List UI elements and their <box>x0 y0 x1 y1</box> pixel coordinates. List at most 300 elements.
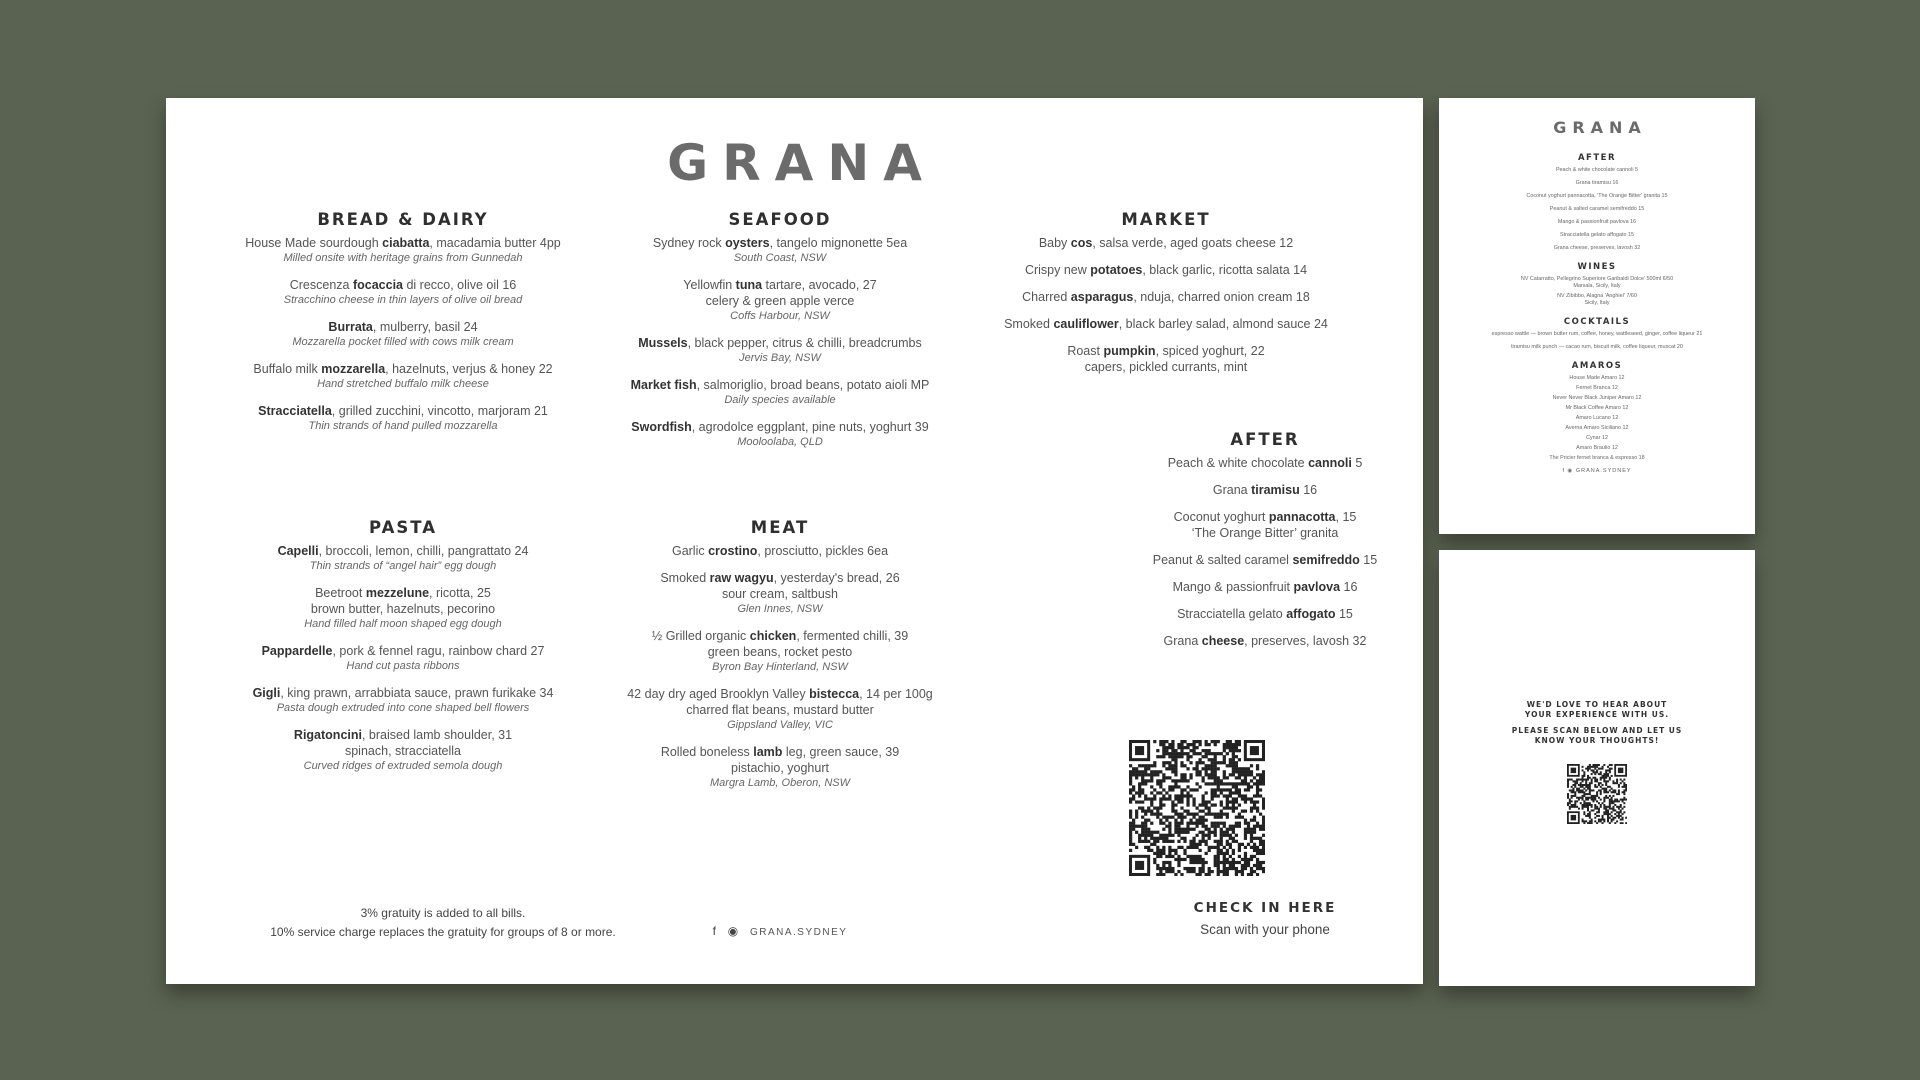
qr-module <box>1605 771 1607 773</box>
menu-item <box>580 277 980 324</box>
menu-item-note: Thin strands of hand pulled mozzarella <box>308 420 498 432</box>
qr-module <box>1214 861 1217 864</box>
qr-module <box>1217 855 1220 858</box>
menu-item-detail-line-2: ‘The Orange Bitter’ granita <box>1191 526 1339 540</box>
qr-module <box>1609 806 1611 808</box>
qr-module <box>1259 776 1262 779</box>
qr-module <box>1603 788 1605 790</box>
qr-module <box>1135 776 1138 779</box>
menu-item <box>580 419 980 450</box>
qr-module <box>1217 794 1220 797</box>
qr-module <box>1591 779 1593 781</box>
qr-module <box>1177 755 1180 758</box>
qr-module <box>1129 791 1132 794</box>
qr-module <box>1147 797 1150 800</box>
qr-module <box>1220 800 1223 803</box>
qr-module <box>1605 806 1607 808</box>
qr-module <box>1578 791 1580 793</box>
qr-module <box>1144 840 1147 843</box>
qr-module <box>1220 828 1223 831</box>
qr-module <box>1250 831 1253 834</box>
qr-module <box>1189 813 1192 816</box>
qr-module <box>1205 800 1208 803</box>
menu-item-prefix: Peanut & salted caramel <box>1152 553 1293 567</box>
qr-module <box>1582 804 1584 806</box>
qr-module <box>1622 819 1624 821</box>
qr-module <box>1180 776 1183 779</box>
qr-module <box>1250 764 1253 767</box>
qr-module <box>1241 782 1244 785</box>
qr-module <box>1171 740 1174 743</box>
qr-module <box>1232 791 1235 794</box>
social-handle: GRANA.SYDNEY <box>749 927 848 938</box>
qr-module <box>1262 834 1265 837</box>
menu-item-name: cannoli <box>1308 456 1352 470</box>
qr-module <box>1192 837 1195 840</box>
qr-module <box>1220 813 1223 816</box>
qr-module <box>1583 784 1585 786</box>
qr-module <box>1223 822 1226 825</box>
qr-module <box>1623 793 1625 795</box>
social-links <box>580 924 980 938</box>
back-list-item: Grana cheese, preserves, lavosh 32 <box>1553 245 1641 251</box>
back-instagram-icon[interactable]: ◉ <box>1567 468 1574 474</box>
qr-module <box>1625 822 1627 824</box>
qr-module <box>1174 858 1177 861</box>
qr-module <box>1607 813 1609 815</box>
qr-module <box>1594 766 1596 768</box>
qr-module <box>1600 806 1602 808</box>
qr-module <box>1150 764 1153 767</box>
qr-module <box>1594 795 1596 797</box>
qr-module <box>1611 800 1613 802</box>
menu-item-note: Glen Innes, NSW <box>737 603 823 615</box>
qr-module <box>1232 785 1235 788</box>
menu-item-note: Stracchino cheese in thin layers of olive oil bread <box>283 294 523 306</box>
qr-module <box>1199 873 1202 876</box>
feedback-line-2: YOUR EXPERIENCE WITH US. <box>1524 710 1670 719</box>
qr-module <box>1262 779 1265 782</box>
qr-module <box>1587 769 1589 771</box>
qr-module <box>1205 828 1208 831</box>
qr-module <box>1135 791 1138 794</box>
qr-module <box>1592 797 1594 799</box>
qr-module <box>1217 846 1220 849</box>
qr-module <box>1141 831 1144 834</box>
qr-module <box>1189 743 1192 746</box>
qr-module <box>1623 811 1625 813</box>
qr-module <box>1592 769 1594 771</box>
menu-item-name: pannacotta <box>1268 510 1336 524</box>
qr-module <box>1186 800 1189 803</box>
qr-module <box>1144 819 1147 822</box>
qr-module <box>1141 773 1144 776</box>
qr-module <box>1156 810 1159 813</box>
qr-module <box>1574 784 1576 786</box>
qr-module <box>1180 858 1183 861</box>
back-list-item: tiramisu milk punch — cacao rum, biscuit milk, coffee liqueur, muscat 20 <box>1511 344 1683 350</box>
menu-item-text <box>220 235 586 251</box>
back-list-item: Never Never Black Juniper Amaro 12 <box>1552 395 1642 401</box>
qr-module <box>1262 782 1265 785</box>
menu-item-detail: , agrodolce eggplant, pine nuts, yoghurt 39 <box>691 420 929 434</box>
qr-module <box>1192 846 1195 849</box>
qr-module <box>1253 849 1256 852</box>
qr-module <box>1238 770 1241 773</box>
qr-module <box>1614 813 1616 815</box>
qr-module <box>1199 870 1202 873</box>
back-social-links <box>1449 468 1745 474</box>
qr-module <box>1150 831 1153 834</box>
qr-module <box>1138 794 1141 797</box>
qr-module <box>1603 780 1605 782</box>
qr-module <box>1607 775 1609 777</box>
qr-module <box>1214 782 1217 785</box>
qr-module <box>1232 773 1235 776</box>
qr-module <box>1129 770 1132 773</box>
menu-item-note: Hand cut pasta ribbons <box>346 660 460 672</box>
qr-module <box>1583 806 1585 808</box>
menu-item-note: Jervis Bay, NSW <box>739 352 821 364</box>
qr-module <box>1205 861 1208 864</box>
qr-module <box>1244 837 1247 840</box>
qr-module <box>1138 788 1141 791</box>
qr-module <box>1262 770 1265 773</box>
qr-module <box>1226 816 1229 819</box>
menu-item <box>1090 606 1440 622</box>
qr-module <box>1262 806 1265 809</box>
qr-module <box>1567 793 1569 795</box>
qr-module <box>1256 849 1259 852</box>
qr-module <box>1229 791 1232 794</box>
checkin-qr-code[interactable] <box>1129 740 1265 876</box>
back-list-item: Coconut yoghurt pannacotta, 'The Orange Bitter' granita 15 <box>1526 193 1668 199</box>
qr-module <box>1253 782 1256 785</box>
qr-module <box>1156 782 1159 785</box>
qr-module <box>1229 828 1232 831</box>
qr-module <box>1614 789 1616 791</box>
qr-module <box>1144 813 1147 816</box>
menu-item-name: oysters <box>725 236 770 250</box>
qr-module <box>1220 843 1223 846</box>
qr-module <box>1250 837 1253 840</box>
qr-module <box>1174 782 1177 785</box>
qr-module <box>1603 813 1605 815</box>
back-list-item: Grana tiramisu 16 <box>1575 180 1619 186</box>
menu-item <box>580 235 980 266</box>
qr-module <box>1609 764 1611 766</box>
qr-module <box>1192 752 1195 755</box>
qr-module <box>1217 761 1220 764</box>
facebook-icon[interactable]: f <box>712 924 718 938</box>
qr-module <box>1205 767 1208 770</box>
qr-module <box>1192 743 1195 746</box>
qr-module <box>1569 806 1571 808</box>
qr-module <box>1235 740 1238 743</box>
qr-module <box>1602 802 1604 804</box>
qr-module <box>1235 749 1238 752</box>
qr-module <box>1189 749 1192 752</box>
qr-module <box>1141 810 1144 813</box>
qr-module <box>1159 813 1162 816</box>
qr-module <box>1138 782 1141 785</box>
qr-finder <box>1135 861 1144 870</box>
qr-module <box>1138 837 1141 840</box>
qr-module <box>1217 849 1220 852</box>
qr-module <box>1153 806 1156 809</box>
qr-module <box>1186 794 1189 797</box>
qr-module <box>1135 825 1138 828</box>
qr-module <box>1135 800 1138 803</box>
menu-item-name: tiramisu <box>1251 483 1300 497</box>
qr-module <box>1165 816 1168 819</box>
qr-module <box>1592 766 1594 768</box>
qr-module <box>1168 767 1171 770</box>
qr-module <box>1582 775 1584 777</box>
qr-module <box>1244 773 1247 776</box>
qr-module <box>1192 870 1195 873</box>
qr-module <box>1177 825 1180 828</box>
qr-finder <box>1571 815 1576 820</box>
qr-module <box>1241 843 1244 846</box>
qr-module <box>1202 810 1205 813</box>
qr-module <box>1594 786 1596 788</box>
qr-module <box>1600 789 1602 791</box>
qr-module <box>1208 831 1211 834</box>
qr-module <box>1241 867 1244 870</box>
qr-module <box>1183 740 1186 743</box>
qr-module <box>1572 804 1574 806</box>
qr-module <box>1605 777 1607 779</box>
qr-module <box>1605 773 1607 775</box>
qr-module <box>1574 793 1576 795</box>
qr-module <box>1129 843 1132 846</box>
qr-module <box>1177 746 1180 749</box>
qr-module <box>1616 782 1618 784</box>
qr-module <box>1594 768 1596 770</box>
qr-module <box>1611 791 1613 793</box>
menu-item-prefix: Coconut yoghurt <box>1173 510 1269 524</box>
qr-module <box>1583 793 1585 795</box>
qr-module <box>1199 752 1202 755</box>
qr-module <box>1174 825 1177 828</box>
qr-module <box>1141 779 1144 782</box>
qr-module <box>1177 797 1180 800</box>
qr-module <box>1159 870 1162 873</box>
qr-module <box>1256 764 1259 767</box>
qr-module <box>1168 776 1171 779</box>
qr-module <box>1607 817 1609 819</box>
qr-module <box>1253 855 1256 858</box>
qr-module <box>1208 867 1211 870</box>
qr-module <box>1217 840 1220 843</box>
qr-module <box>1611 808 1613 810</box>
menu-item-note: Hand stretched buffalo milk cheese <box>317 378 489 390</box>
qr-module <box>1159 755 1162 758</box>
qr-module <box>1199 770 1202 773</box>
qr-module <box>1603 789 1605 791</box>
qr-module <box>1171 834 1174 837</box>
menu-item-detail: 16 <box>1340 580 1358 594</box>
qr-module <box>1144 773 1147 776</box>
qr-module <box>1605 811 1607 813</box>
menu-item-prefix: Charred <box>1022 290 1071 304</box>
qr-module <box>1244 776 1247 779</box>
qr-module <box>1168 849 1171 852</box>
menu-item-detail: , ricotta, 25 <box>429 586 491 600</box>
qr-module <box>1223 794 1226 797</box>
qr-module <box>1582 779 1584 781</box>
qr-module <box>1168 816 1171 819</box>
qr-module <box>1211 794 1214 797</box>
qr-module <box>1202 819 1205 822</box>
qr-module <box>1220 852 1223 855</box>
qr-module <box>1144 825 1147 828</box>
qr-module <box>1587 806 1589 808</box>
menu-item-name: ciabatta <box>382 236 430 250</box>
qr-module <box>1129 764 1132 767</box>
back-list-item-sub: Marsala, Sicily, Italy <box>1573 283 1621 289</box>
qr-module <box>1226 797 1229 800</box>
qr-module <box>1232 755 1235 758</box>
menu-item-note: Pasta dough extruded into cone shaped bell flowers <box>276 702 530 714</box>
feedback-qr-code[interactable] <box>1567 764 1627 824</box>
back-wines-title: WINES <box>1577 262 1617 272</box>
qr-module <box>1156 779 1159 782</box>
section-title: MARKET <box>1121 210 1211 229</box>
gratuity-line-2: 10% service charge replaces the gratuity for groups of 8 or more. <box>270 925 616 939</box>
qr-module <box>1205 813 1208 816</box>
back-facebook-icon[interactable]: f <box>1562 468 1565 474</box>
qr-module <box>1598 782 1600 784</box>
qr-module <box>1605 789 1607 791</box>
qr-module <box>1150 779 1153 782</box>
qr-module <box>1583 800 1585 802</box>
drinks-menu-card <box>1439 98 1755 534</box>
qr-module <box>1238 749 1241 752</box>
qr-module <box>1247 782 1250 785</box>
qr-module <box>1183 852 1186 855</box>
qr-module <box>1159 782 1162 785</box>
qr-module <box>1223 746 1226 749</box>
qr-module <box>1211 846 1214 849</box>
qr-module <box>1177 785 1180 788</box>
qr-module <box>1186 855 1189 858</box>
qr-module <box>1159 819 1162 822</box>
qr-module <box>1195 873 1198 876</box>
instagram-icon[interactable]: ◉ <box>727 924 740 938</box>
qr-module <box>1616 799 1618 801</box>
qr-module <box>1162 846 1165 849</box>
qr-module <box>1229 867 1232 870</box>
qr-finder <box>1571 768 1576 773</box>
qr-module <box>1598 809 1600 811</box>
menu-item-detail: 5 <box>1351 456 1363 470</box>
qr-module <box>1625 784 1627 786</box>
qr-module <box>1199 858 1202 861</box>
section-seafood <box>580 210 980 461</box>
back-after-list <box>1449 167 1745 252</box>
menu-item-text <box>580 570 980 586</box>
qr-module <box>1171 743 1174 746</box>
qr-module <box>1238 776 1241 779</box>
menu-item-text <box>1090 455 1440 471</box>
qr-module <box>1189 761 1192 764</box>
qr-module <box>1195 782 1198 785</box>
qr-module <box>1220 831 1223 834</box>
qr-module <box>1600 819 1602 821</box>
qr-module <box>1238 773 1241 776</box>
menu-item-detail: , salmoriglio, broad beans, potato aioli MP <box>696 378 930 392</box>
qr-module <box>1165 776 1168 779</box>
qr-module <box>1153 837 1156 840</box>
qr-module <box>1195 855 1198 858</box>
qr-module <box>1214 831 1217 834</box>
qr-module <box>1205 752 1208 755</box>
qr-module <box>1199 761 1202 764</box>
qr-module <box>1244 770 1247 773</box>
qr-module <box>1247 843 1250 846</box>
feedback-line-1: WE'D LOVE TO HEAR ABOUT <box>1526 700 1668 709</box>
qr-module <box>1153 773 1156 776</box>
qr-module <box>1603 775 1605 777</box>
qr-module <box>1171 749 1174 752</box>
qr-module <box>1232 746 1235 749</box>
qr-module <box>1195 746 1198 749</box>
qr-module <box>1620 822 1622 824</box>
qr-module <box>1226 840 1229 843</box>
qr-module <box>1600 779 1602 781</box>
qr-module <box>1591 819 1593 821</box>
qr-module <box>1177 800 1180 803</box>
qr-module <box>1177 861 1180 864</box>
menu-item-name: tuna <box>735 278 763 292</box>
qr-module <box>1596 769 1598 771</box>
qr-module <box>1165 837 1168 840</box>
qr-module <box>1600 799 1602 801</box>
qr-module <box>1153 861 1156 864</box>
qr-module <box>1217 782 1220 785</box>
qr-module <box>1168 755 1171 758</box>
section-title: PASTA <box>369 518 437 537</box>
qr-module <box>1174 764 1177 767</box>
qr-module <box>1250 785 1253 788</box>
qr-module <box>1609 813 1611 815</box>
qr-module <box>1226 743 1229 746</box>
qr-module <box>1132 843 1135 846</box>
qr-module <box>1569 800 1571 802</box>
qr-module <box>1576 800 1578 802</box>
menu-item <box>1090 482 1440 498</box>
qr-module <box>1578 789 1580 791</box>
qr-module <box>1232 770 1235 773</box>
menu-item-name: cheese <box>1201 634 1245 648</box>
qr-module <box>1569 808 1571 810</box>
qr-module <box>1574 795 1576 797</box>
qr-module <box>1189 828 1192 831</box>
qr-module <box>1156 755 1159 758</box>
qr-module <box>1214 791 1217 794</box>
qr-module <box>1180 761 1183 764</box>
qr-module <box>1150 800 1153 803</box>
qr-module <box>1232 800 1235 803</box>
qr-module <box>1162 837 1165 840</box>
qr-module <box>1195 770 1198 773</box>
qr-module <box>1195 858 1198 861</box>
qr-module <box>1138 825 1141 828</box>
qr-module <box>1132 828 1135 831</box>
qr-module <box>1574 804 1576 806</box>
